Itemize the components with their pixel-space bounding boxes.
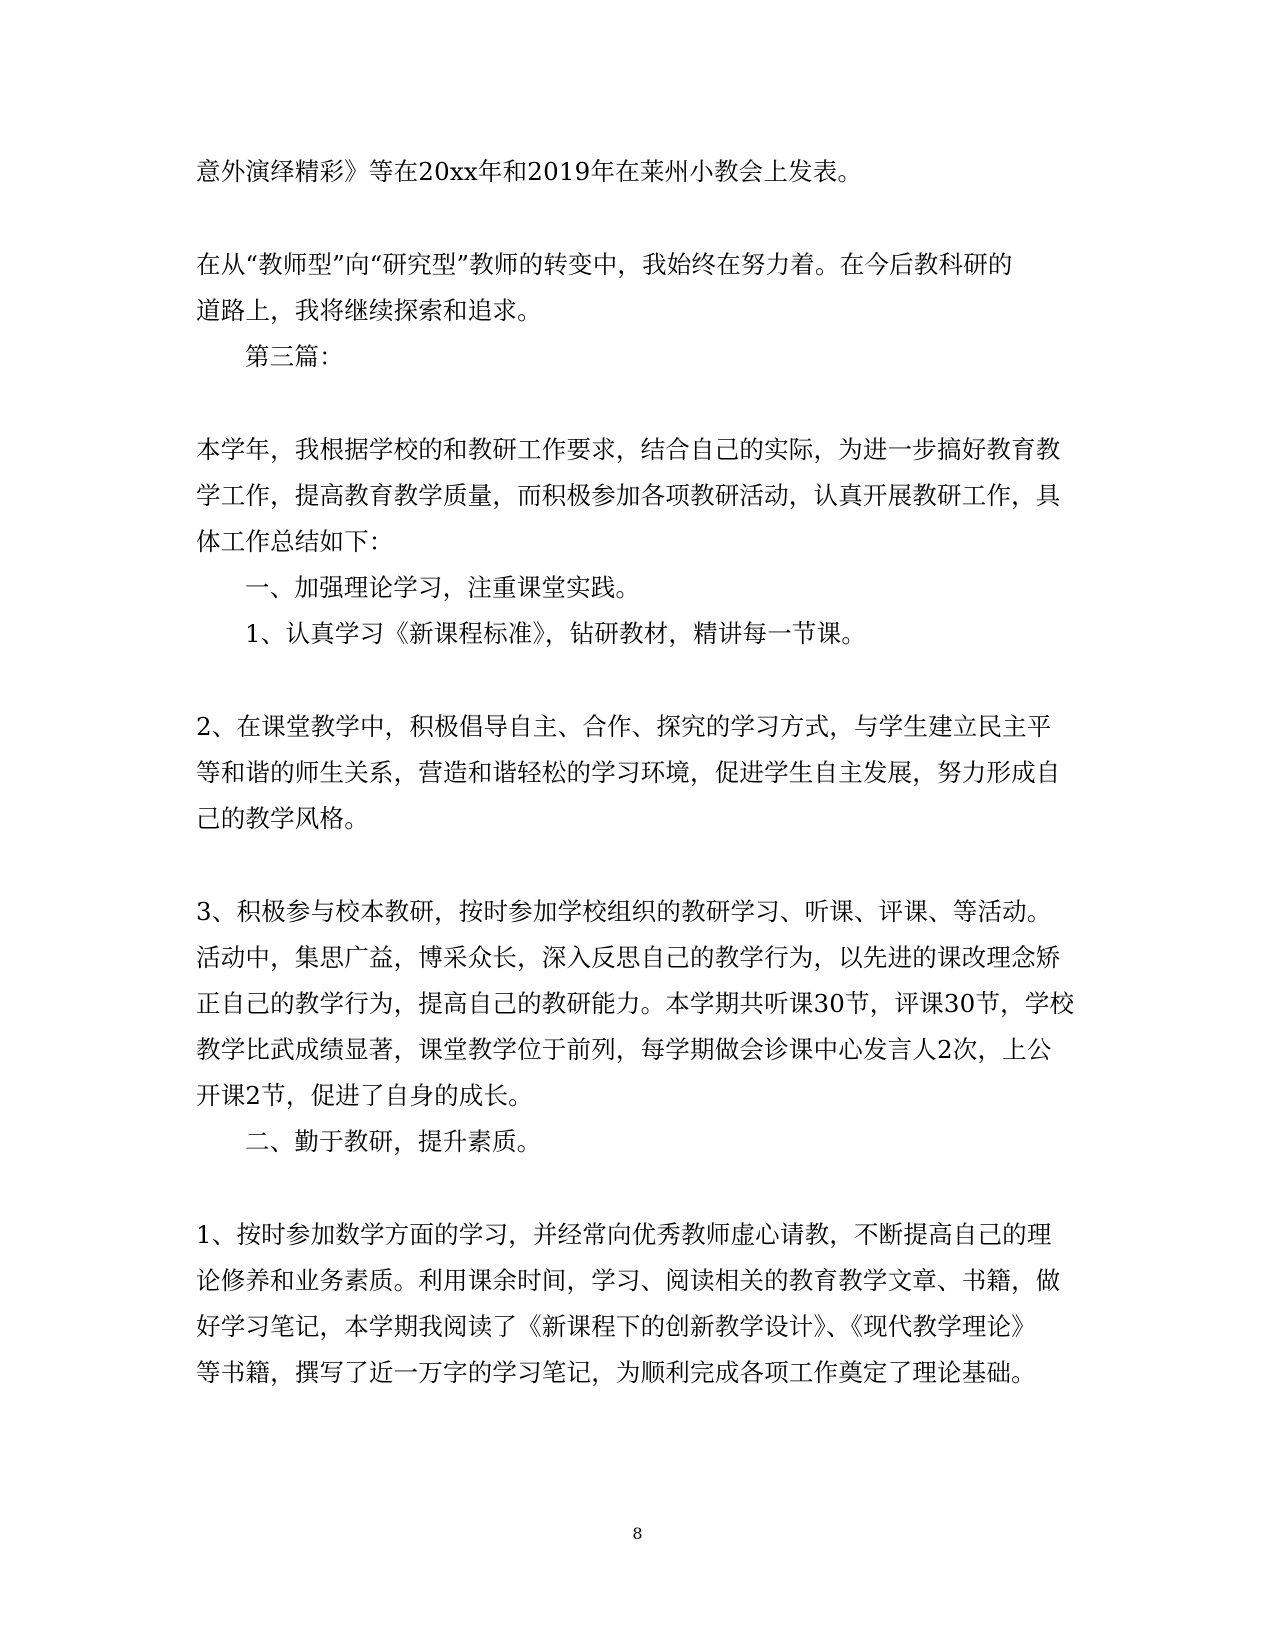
text-line: 学工作，提高教育教学质量，而积极参加各项教研活动，认真开展教研工作，具 xyxy=(196,481,1061,510)
text-line: 己的教学风格。 xyxy=(196,804,369,833)
text-line: 等和谐的师生关系，营造和谐轻松的学习环境，促进学生自主发展，努力形成自 xyxy=(196,758,1061,787)
text-line: 开课2节，促进了自身的成长。 xyxy=(196,1081,533,1110)
text-line: 道路上，我将继续探索和追求。 xyxy=(196,296,542,325)
text-line: 1、认真学习《新课程标准》，钻研教材，精讲每一节课。 xyxy=(245,619,867,648)
text-line: 等书籍，撰写了近一万字的学习笔记，为顺利完成各项工作奠定了理论基础。 xyxy=(196,1358,1036,1387)
text-line: 本学年，我根据学校的和教研工作要求，结合自己的实际，为进一步搞好教育教 xyxy=(196,435,1061,464)
text-line: 好学习笔记，本学期我阅读了《新课程下的创新教学设计》、《现代教学理论》 xyxy=(196,1312,1036,1341)
text-line: 二、勤于教研，提升素质。 xyxy=(245,1127,542,1156)
text-line: 论修养和业务素质。利用课余时间，学习、阅读相关的教育教学文章、书籍，做 xyxy=(196,1266,1061,1295)
text-line: 体工作总结如下： xyxy=(196,527,394,556)
text-line: 在从“教师型”向“研究型”教师的转变中，我始终在努力着。在今后教科研的 xyxy=(196,250,1013,279)
text-line: 1、按时参加数学方面的学习，并经常向优秀教师虚心请教，不断提高自己的理 xyxy=(196,1220,1052,1249)
text-line: 正自己的教学行为，提高自己的教研能力。本学期共听课30节，评课30节，学校 xyxy=(196,989,1075,1018)
page-number: 8 xyxy=(632,1524,643,1543)
text-line: 教学比武成绩显著，课堂教学位于前列，每学期做会诊课中心发言人2次，上公 xyxy=(196,1035,1052,1064)
text-line: 一、加强理论学习，注重课堂实践。 xyxy=(245,573,641,602)
text-line: 第三篇： xyxy=(245,342,344,371)
text-line: 3、积极参与校本教研，按时参加学校组织的教研学习、听课、评课、等活动。 xyxy=(196,897,1052,926)
text-line: 2、在课堂教学中，积极倡导自主、合作、探究的学习方式，与学生建立民主平 xyxy=(196,712,1052,741)
text-line: 活动中，集思广益，博采众长，深入反思自己的教学行为，以先进的课改理念矫 xyxy=(196,943,1061,972)
text-line: 意外演绎精彩》等在20xx年和2019年在莱州小教会上发表。 xyxy=(196,157,863,186)
